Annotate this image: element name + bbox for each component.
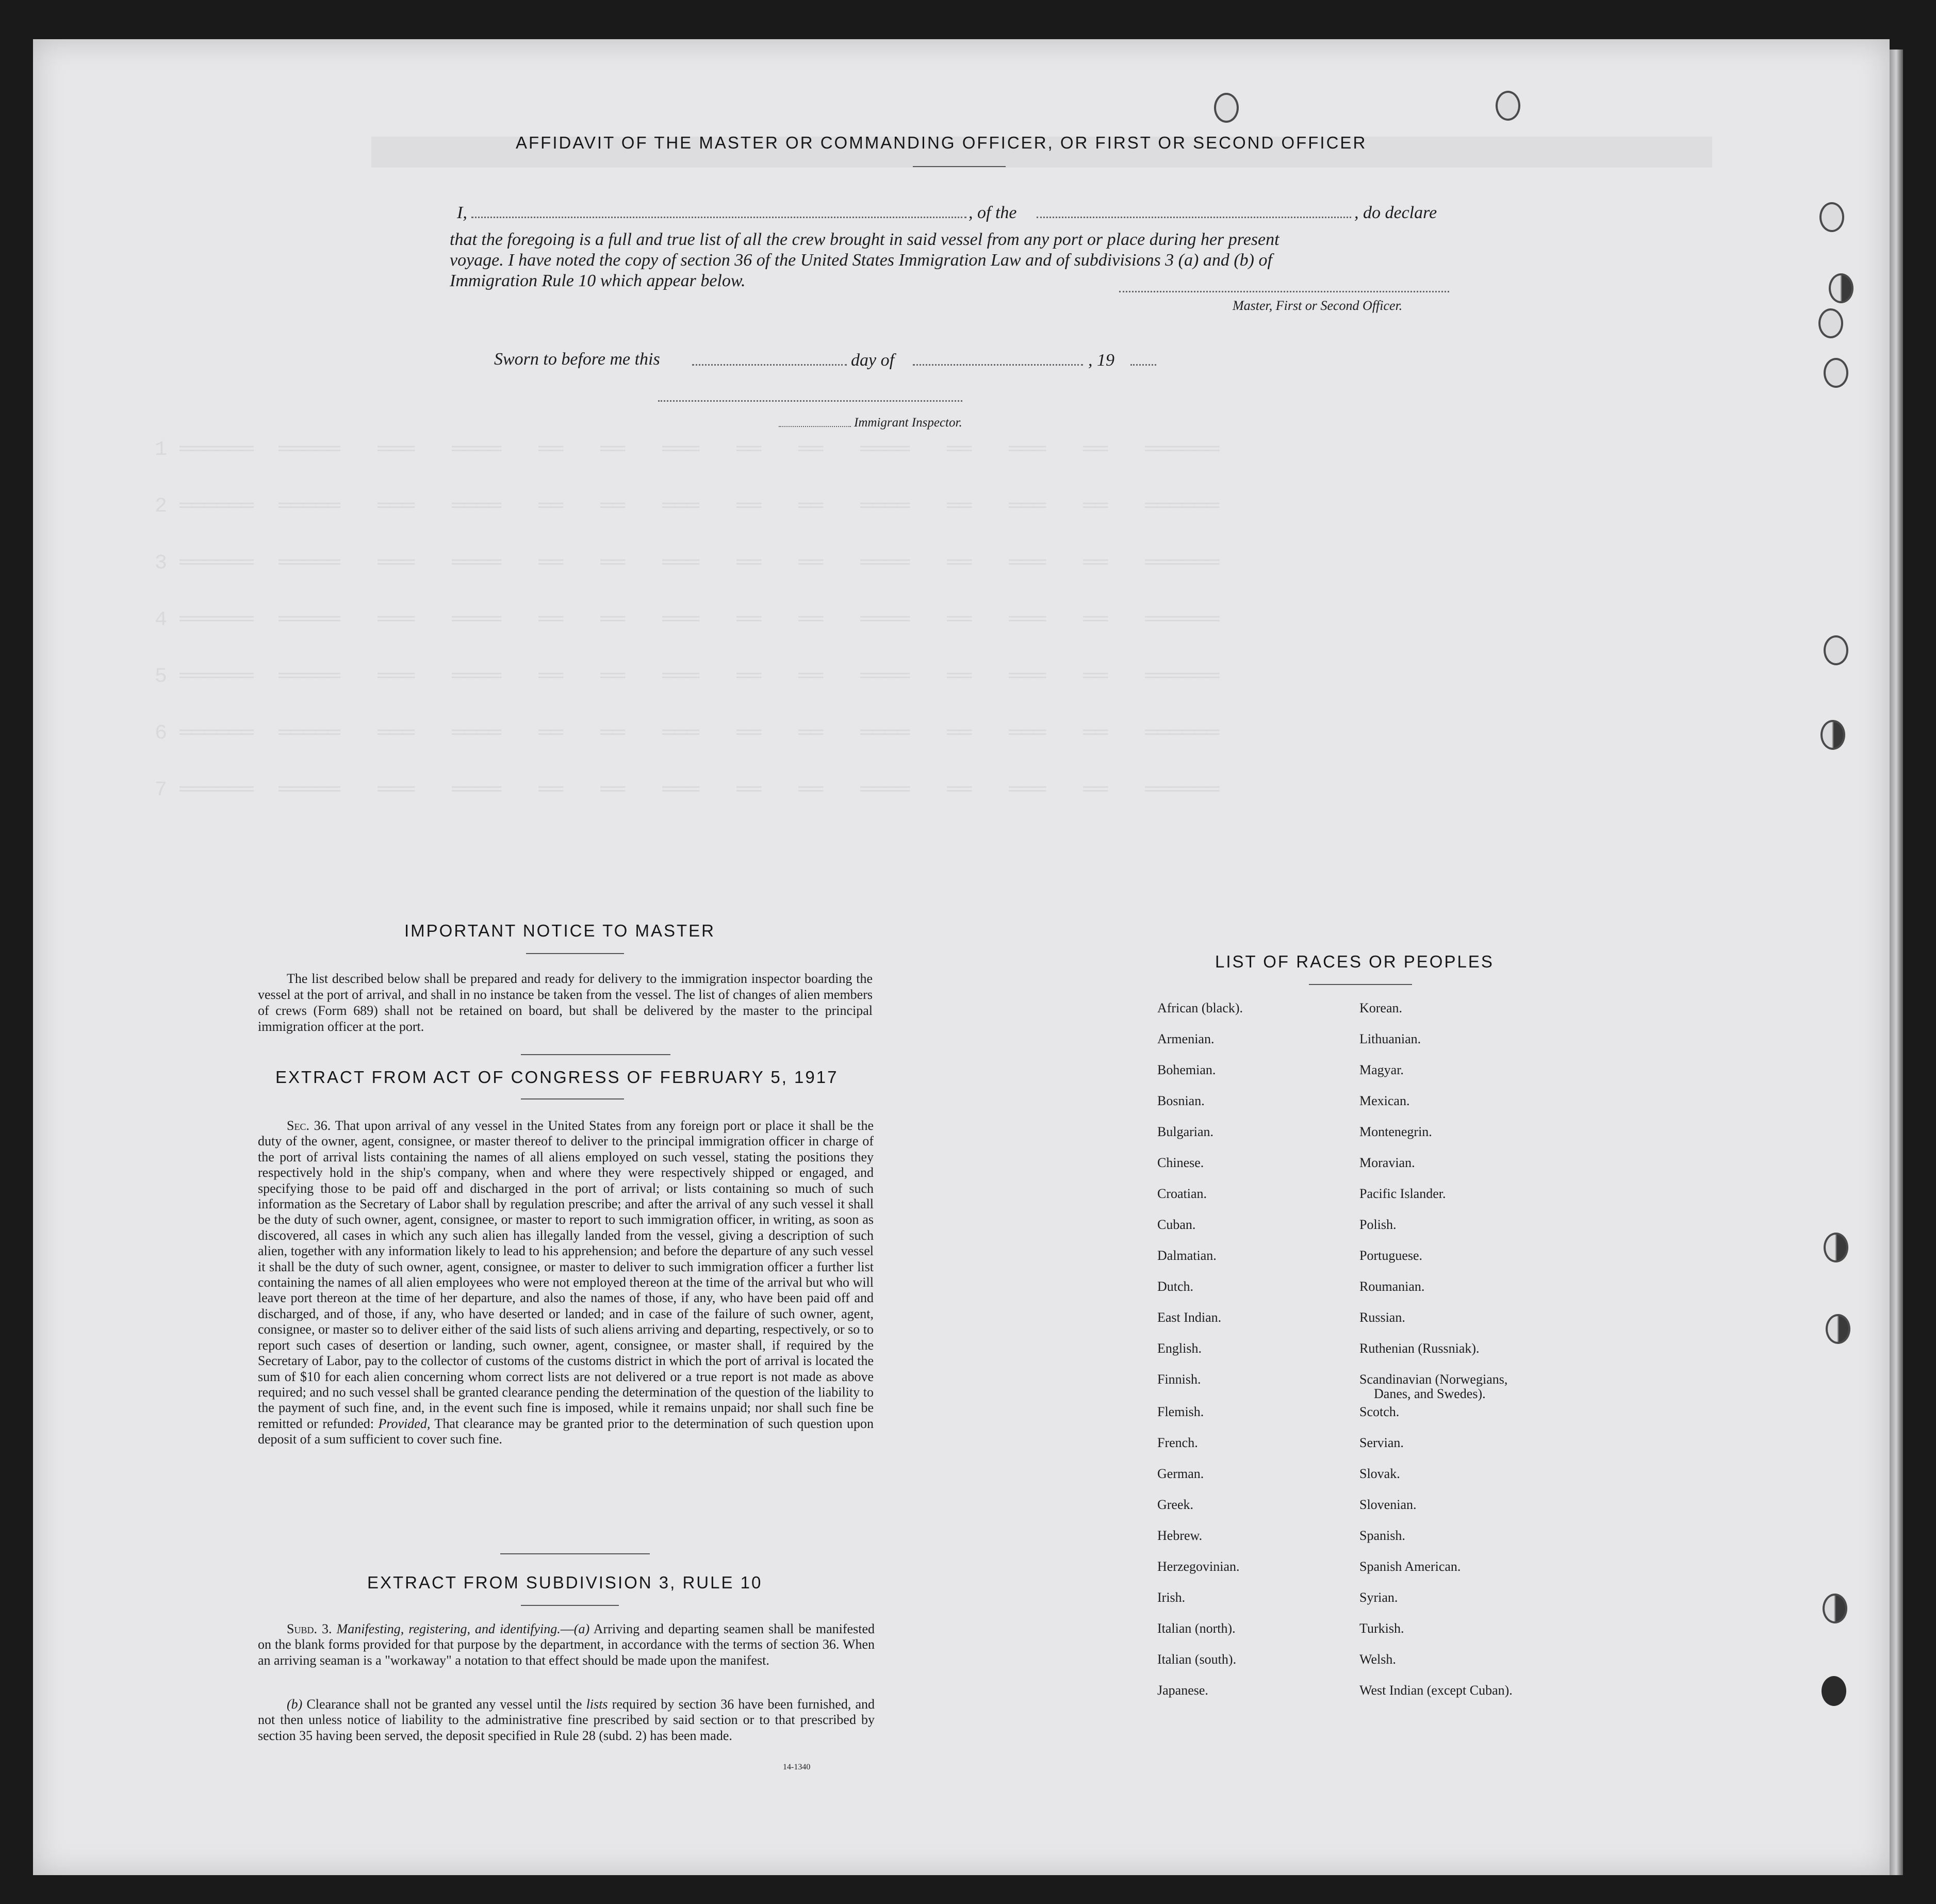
rule-a-text: Subd. 3. Manifesting, registering, and identifying.—(a) Arriving and departing seamen shall be manifested on the blank forms provided for that purpose by the department, in accordance with the terms of section 36. When an arriving seaman is a "workaway" a notation to that effect should be made upon the manifest.: [258, 1621, 875, 1668]
clause-a-text: Arriving and departing seamen shall be manifested on the blank forms provided for that purpose by the department, in accordance with the terms of section 36. When an arriving seaman is a "workaway" a notation to that effect should be made upon the manifest.: [258, 1621, 875, 1668]
race-item: Portuguese.: [1359, 1248, 1423, 1263]
binder-hole: [1823, 1594, 1847, 1623]
race-item: Italian (north).: [1157, 1621, 1236, 1636]
race-item: Armenian.: [1157, 1031, 1215, 1046]
affidavit-of-the-label: , of the: [969, 203, 1017, 222]
signature-caption: Master, First or Second Officer.: [1233, 298, 1403, 313]
notice-rule: [526, 953, 624, 954]
vessel-blank[interactable]: [1037, 217, 1351, 218]
binder-hole: [1214, 93, 1239, 123]
race-item: French.: [1157, 1435, 1198, 1450]
document-sheet: [33, 39, 1890, 1875]
race-item: Greek.: [1157, 1497, 1194, 1512]
rule-b-text: [258, 1697, 875, 1744]
binder-hole: [1829, 273, 1853, 303]
race-item: Korean.: [1359, 1000, 1403, 1015]
race-item: Bosnian.: [1157, 1093, 1205, 1108]
race-item: Russian.: [1359, 1310, 1405, 1325]
race-item: Turkish.: [1359, 1621, 1404, 1636]
bleed-through-row: 3 ══════ ═════ ═══ ════ ══ ══ ═══ ══ ══ ════ ══ ═══ ══ ══════: [155, 552, 1220, 575]
affidavit-declare-label: , do declare: [1354, 203, 1437, 222]
race-item: Magyar.: [1359, 1062, 1404, 1077]
race-item: Hebrew.: [1157, 1528, 1203, 1543]
clause-b-text-2: required by section 36 have been furnished, and not then unless notice of liability to the administrative fine prescribed by said section or to that prescribed by section 35 having been served, the deposit specified in Rule 28 (subd. 2) has been made.: [258, 1697, 875, 1743]
title-rule: [913, 166, 1006, 167]
binder-hole: [1824, 1233, 1848, 1262]
affidavit-body-line-2: voyage. I have noted the copy of section 36 of the United States Immigration Law and of subdivisions 3 (a) and (b) of: [450, 251, 1272, 270]
clause-b-lists: lists: [586, 1697, 608, 1712]
binder-hole: [1824, 358, 1848, 388]
race-item: Servian.: [1359, 1435, 1404, 1450]
sworn-month-blank[interactable]: [913, 364, 1083, 366]
race-item: West Indian (except Cuban).: [1359, 1683, 1513, 1698]
bleed-through-row: 6 ══════ ═════ ═══ ════ ══ ══ ═══ ══ ══ ════ ══ ═══ ══ ══════: [155, 722, 1220, 745]
inspector-signature-blank[interactable]: [658, 400, 962, 402]
race-item: Polish.: [1359, 1217, 1397, 1232]
race-item: Dutch.: [1157, 1279, 1194, 1294]
sworn-year-label: , 19: [1088, 351, 1114, 370]
binder-hole: [1824, 635, 1848, 665]
binder-hole: [1496, 91, 1520, 121]
clause-b-label: (b): [287, 1697, 303, 1712]
binder-hole: [1818, 308, 1843, 338]
race-item: Finnish.: [1157, 1372, 1201, 1387]
section-label: Sec. 36.: [287, 1118, 331, 1133]
race-item: Pacific Islander.: [1359, 1186, 1446, 1201]
clause-a-label: (a): [573, 1621, 590, 1636]
race-item: Ruthenian (Russniak).: [1359, 1341, 1480, 1356]
race-item: Flemish.: [1157, 1404, 1204, 1419]
race-item: Lithuanian.: [1359, 1031, 1421, 1046]
race-item: Slovenian.: [1359, 1497, 1417, 1512]
name-blank[interactable]: [471, 217, 966, 218]
sworn-year-blank[interactable]: [1130, 364, 1156, 366]
binder-hole: [1819, 202, 1844, 232]
act-extract-end-rule: [500, 1553, 650, 1554]
sworn-label: Sworn to before me this: [494, 350, 660, 369]
race-item: Japanese.: [1157, 1683, 1208, 1698]
bleed-through-row: 1 ══════ ═════ ═══ ════ ══ ══ ═══ ══ ══ ════ ══ ═══ ══ ══════: [155, 438, 1220, 462]
race-item: Welsh.: [1359, 1652, 1396, 1667]
sworn-day-of-label: day of: [851, 351, 895, 370]
binder-hole: [1820, 720, 1845, 750]
races-title: LIST OF RACES OR PEOPLES: [1215, 952, 1494, 971]
form-code: 14-1340: [783, 1763, 811, 1771]
signature-blank[interactable]: [1119, 291, 1449, 292]
race-item: Croatian.: [1157, 1186, 1207, 1201]
bleed-through-row: 4 ══════ ═════ ═══ ════ ══ ══ ═══ ══ ══ ════ ══ ═══ ══ ══════: [155, 609, 1220, 632]
inspector-caption: Immigrant Inspector.: [854, 416, 962, 430]
race-item: Spanish.: [1359, 1528, 1405, 1543]
inspector-lead-dots: [779, 426, 851, 427]
proviso-text: That clearance may be granted prior to the determination of such question upon deposit of a sum sufficient to cover such fine.: [258, 1416, 874, 1447]
races-rule: [1309, 984, 1412, 985]
race-item: Moravian.: [1359, 1155, 1415, 1170]
race-item: East Indian.: [1157, 1310, 1222, 1325]
race-item: Cuban.: [1157, 1217, 1196, 1232]
race-item: Syrian.: [1359, 1590, 1398, 1605]
bleed-through-row: 5 ══════ ═════ ═══ ════ ══ ══ ═══ ══ ══ ════ ══ ═══ ══ ══════: [155, 665, 1220, 688]
affidavit-body-line-3: Immigration Rule 10 which appear below.: [450, 271, 746, 290]
rule-extract-title: EXTRACT FROM SUBDIVISION 3, RULE 10: [367, 1573, 763, 1592]
affidavit-title: AFFIDAVIT OF THE MASTER OR COMMANDING OFFICER, OR FIRST OR SECOND OFFICER: [516, 133, 1367, 152]
race-item: German.: [1157, 1466, 1204, 1481]
bleed-through-row: 7 ══════ ═════ ═══ ════ ══ ══ ═══ ══ ══ ════ ══ ═══ ══ ══════: [155, 779, 1220, 802]
race-item: Bohemian.: [1157, 1062, 1216, 1077]
race-item: Montenegrin.: [1359, 1124, 1432, 1139]
bleed-through-row: 2 ══════ ═════ ═══ ════ ══ ══ ═══ ══ ══ ════ ══ ═══ ══ ══════: [155, 495, 1220, 518]
race-item: African (black).: [1157, 1000, 1243, 1015]
race-item: Chinese.: [1157, 1155, 1204, 1170]
act-extract-text: [258, 1118, 874, 1448]
race-item: English.: [1157, 1341, 1202, 1356]
sworn-day-blank[interactable]: [692, 364, 847, 366]
subdivision-heading: Manifesting, registering, and identifying.: [336, 1621, 561, 1636]
rule-extract-rule: [521, 1605, 619, 1606]
race-item: Herzegovinian.: [1157, 1559, 1240, 1574]
race-item: Irish.: [1157, 1590, 1186, 1605]
notice-title: IMPORTANT NOTICE TO MASTER: [404, 921, 716, 940]
affidavit-body-line-1: that the foregoing is a full and true list of all the crew brought in said vessel from any port or place during her present: [450, 230, 1279, 249]
race-item-continuation: Danes, and Swedes).: [1374, 1386, 1486, 1401]
affidavit-i-label: I,: [457, 203, 467, 222]
race-item: Mexican.: [1359, 1093, 1410, 1108]
race-item: Scandinavian (Norwegians,: [1359, 1372, 1508, 1387]
race-item: Spanish American.: [1359, 1559, 1461, 1574]
act-extract-title: EXTRACT FROM ACT OF CONGRESS OF FEBRUARY 5, 1917: [275, 1068, 839, 1087]
proviso-label: Provided,: [378, 1416, 431, 1431]
race-item: Italian (south).: [1157, 1652, 1237, 1667]
binder-hole: [1826, 1314, 1850, 1344]
notice-end-rule: [521, 1054, 670, 1055]
subdivision-label: Subd. 3.: [287, 1621, 332, 1636]
race-item: Dalmatian.: [1157, 1248, 1217, 1263]
race-item: Scotch.: [1359, 1404, 1400, 1419]
section-body: That upon arrival of any vessel in the United States from any foreign port or place it shall be the duty of the owner, agent, consignee, or master thereof to deliver to the principal immigration officer in charge of the port of arrival lists containing the names of all aliens employed on such vessel, stating the positions they respectively hold in the ship's company, when and where they were respectively shipped or engaged, and specifying those to be paid off and discharged in the port of arrival; or lists containing so much of such information as the Secretary of Labor shall by regulation prescribe; and after the arrival of any such vessel it shall be the duty of such owner, agent, consignee, or master to report to such immigration officer, in writing, as soon as discovered, all cases in which any such alien has illegally landed from the vessel, giving a description of such alien, together with any information likely to lead to his apprehension; and before the departure of any such vessel it shall be the duty of such owner, agent, consignee, or master to deliver to such immigration officer a further list containing the names of all alien employees who were not employed thereon at the time of the arrival but who will leave port thereon at the time of her departure, and also the names of those, if any, who have been paid off and discharged, and of those, if any, who have deserted or landed; and in case of the failure of such owner, agent, consignee, or master so to deliver either of the said lists of such aliens arriving and departing, respectively, or so to report such cases of desertion or landing, such owner, agent, consignee, or master shall, if required by the Secretary of Labor, pay to the collector of customs of the customs district in which the port of arrival is located the sum of $10 for each alien concerning whom correct lists are not delivered or a true report is not made as above required; and no such vessel shall be granted clearance pending the determination of the question of the liability to the payment of such fine, and, in the event such fine is imposed, while it remains unpaid; nor shall such fine be remitted or refunded:: [258, 1118, 874, 1431]
act-extract-rule: [521, 1098, 624, 1099]
clause-b-text-1: Clearance shall not be granted any vessel until the: [306, 1697, 582, 1712]
race-item: Bulgarian.: [1157, 1124, 1214, 1139]
page-edge: [1890, 50, 1903, 1875]
race-item: Slovak.: [1359, 1466, 1400, 1481]
race-item: Roumanian.: [1359, 1279, 1425, 1294]
notice-text: The list described below shall be prepared and ready for delivery to the immigration inspector boarding the vessel at the port of arrival, and shall in no instance be taken from the vessel. The list of changes of alien members of crews (Form 689) shall not be retained on board, but shall be delivered by the master to the principal immigration officer at the port.: [258, 971, 873, 1034]
binder-hole: [1822, 1676, 1846, 1706]
